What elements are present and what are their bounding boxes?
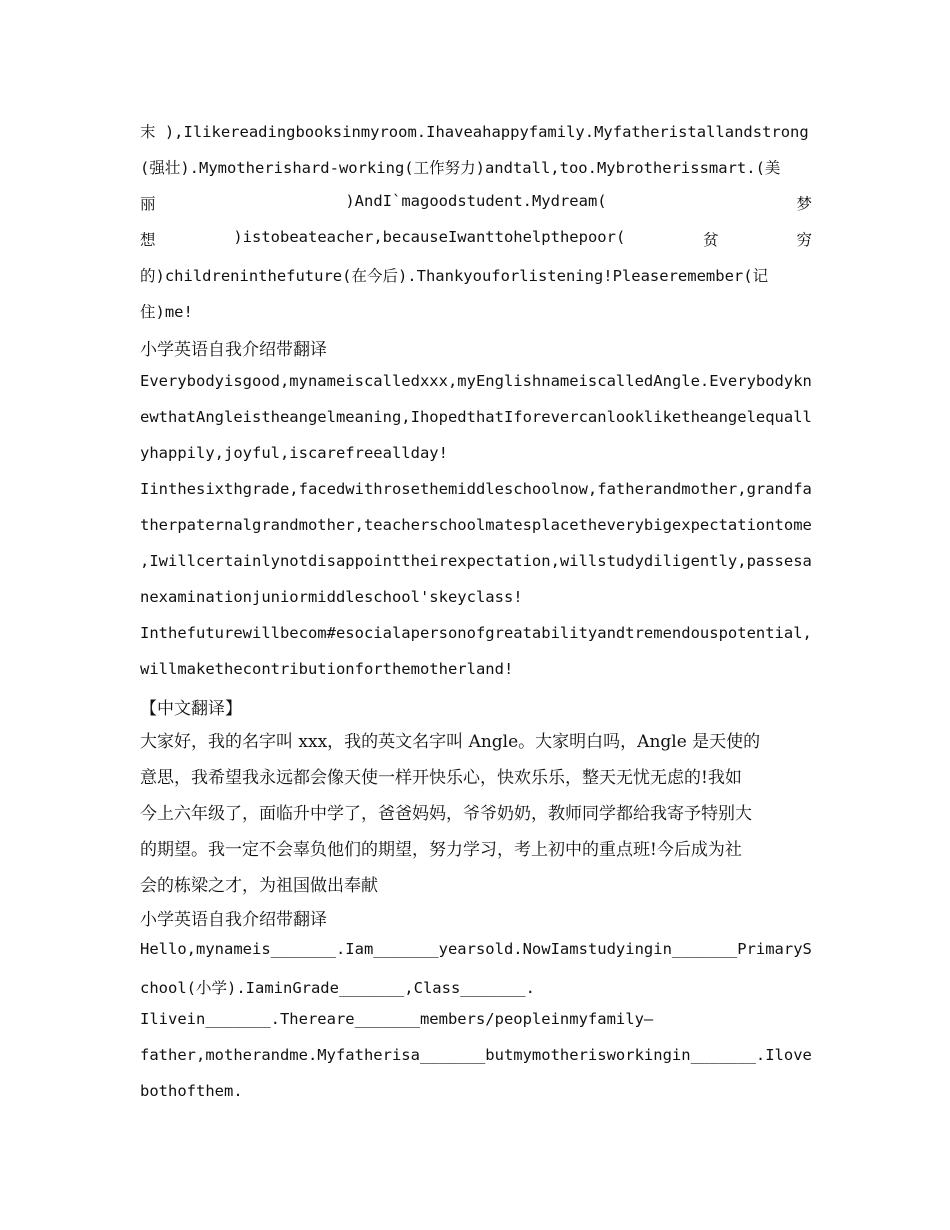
text-line: ,Iwillcertainlynotdisappointtheirexpectation,willstudydiligently,passesa: [140, 552, 812, 570]
section-heading: 小学英语自我介绍带翻译: [140, 340, 327, 360]
text-line: Inthefuturewillbecom#esocialapersonofgreatabilityandtremendouspotential,: [140, 624, 812, 642]
text-line: Ilivein_______.Thereare_______members/peopleinmyfamily—: [140, 1010, 654, 1028]
text-line: 会的栋梁之才，为祖国做出奉献: [140, 876, 378, 896]
text-line: yhappily,joyful,iscarefreeallday!: [140, 444, 448, 462]
text-line: [140, 192, 812, 214]
text-line: therpaternalgrandmother,teacherschoolmatesplacetheverybigexpectationtome: [140, 516, 812, 534]
text-fragment: 梦: [796, 195, 812, 213]
text-line: (强壮).Mymotherishard-working(工作努力)andtall,too.Mybrotherissmart.(美: [140, 159, 781, 177]
section-heading: 【中文翻译】: [140, 699, 242, 719]
text-line: nexaminationjuniormiddleschool'skeyclass!: [140, 588, 523, 606]
text-line: bothofthem.: [140, 1082, 243, 1100]
text-line: Hello,mynameis_______.Iam_______yearsold.NowIamstudyingin_______PrimaryS: [140, 940, 812, 958]
text-line: 意思，我希望我永远都会像天使一样开快乐心，快欢乐乐，整天无忧无虑的!我如: [140, 768, 742, 788]
text-line: Iinthesixthgrade,facedwithrosethemiddleschoolnow,fatherandmother,grandfa: [140, 480, 812, 498]
text-line: 的)childreninthefuture(在今后).Thankyouforlistening!Pleaseremember(记: [140, 267, 769, 285]
text-line: ewthatAngleistheangelmeaning,IhopedthatIforevercanlookliketheangelequall: [140, 408, 812, 426]
text-fragment: )istobeateacher,becauseIwanttohelpthepoor(: [233, 228, 626, 246]
text-line: willmakethecontributionforthemotherland!: [140, 660, 514, 678]
text-fragment: 想: [140, 231, 156, 249]
text-line: chool(小学).IaminGrade_______,Class_______.: [140, 979, 535, 997]
text-line: 大家好，我的名字叫 xxx，我的英文名字叫 Angle。大家明白吗，Angle 是天使的: [140, 732, 761, 752]
text-fragment: )AndI`magoodstudent.Mydream(: [345, 192, 607, 210]
text-fragment: 丽: [140, 195, 156, 213]
text-line: father,motherandme.Myfatherisa_______butmymotherisworkingin_______.Ilove: [140, 1046, 812, 1064]
text-line: 住)me!: [140, 303, 193, 321]
text-line: 今上六年级了，面临升中学了，爸爸妈妈，爷爷奶奶，教师同学都给我寄予特别大: [140, 804, 752, 824]
text-fragment: 贫: [703, 231, 719, 249]
text-line: 的期望。我一定不会辜负他们的期望，努力学习，考上初中的重点班!今后成为社: [140, 840, 742, 860]
section-heading: 小学英语自我介绍带翻译: [140, 910, 327, 930]
text-fragment: 穷: [796, 231, 812, 249]
text-line: [140, 228, 812, 250]
text-line: Everybodyisgood,mynameiscalledxxx,myEnglishnameiscalledAngle.Everybodykn: [140, 372, 812, 390]
text-line: 末 ),Ilikereadingbooksinmyroom.Ihaveahappyfamily.Myfatheristallandstrong: [140, 123, 809, 141]
